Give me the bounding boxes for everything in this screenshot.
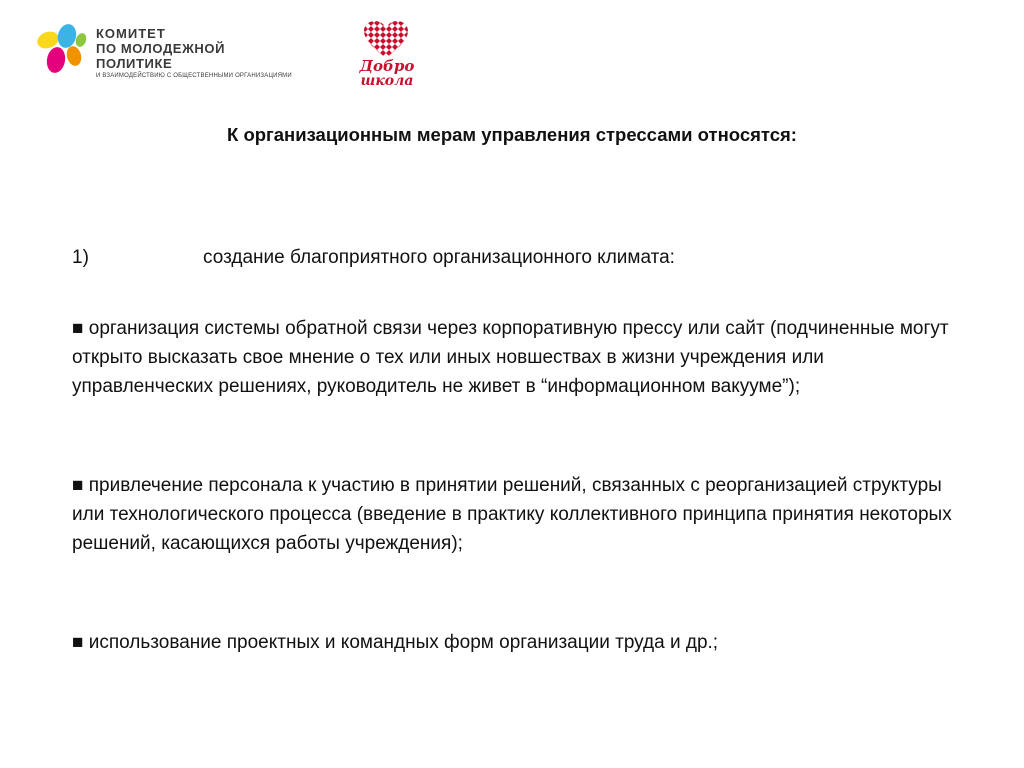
bullet-paragraph-team-forms: ■ использование проектных и командных форм организации труда и др.; [72,632,719,653]
komitet-logo-line2: ПО МОЛОДЕЖНОЙ ПОЛИТИКЕ [96,41,226,71]
komitet-logo-line3: И ВЗАИМОДЕЙСТВИЮ С ОБЩЕСТВЕННЫМИ ОРГАНИЗАЦИЯМИ [96,73,292,79]
slide-header [0,0,1024,110]
komitet-logo-line1: КОМИТЕТ [96,26,166,41]
slide-title: К организационным мерам управления стрессами относятся: [227,124,797,145]
heart-pattern-icon [362,20,410,60]
komitet-logo-text [96,26,304,81]
butterfly-logo-icon [34,22,94,82]
bullet-paragraph-participation: ■ привлечение персонала к участию в принятии решений, связанных с реорганизацией структуры или технологического процесса (введение в практику коллективного принципа принятия некоторых решений, касающихся работы учреждения); [72,475,952,554]
item-number: 1) [72,247,89,268]
item-text: создание благоприятного организационного климата: [203,247,675,268]
komitet-logo [34,22,304,82]
bullet-paragraph-feedback: ■ организация системы обратной связи через корпоративную прессу или сайт (подчиненные могут открыто высказать свое мнение о тех или иных новшествах в жизни учреждения или управленческих решениях, руководитель не живет в “информационном вакууме”); [72,318,949,397]
dobro-logo-word1: Добро [359,57,415,75]
dobro-logo-word2: школа [360,73,414,89]
dobro-shkola-logo [356,20,418,92]
